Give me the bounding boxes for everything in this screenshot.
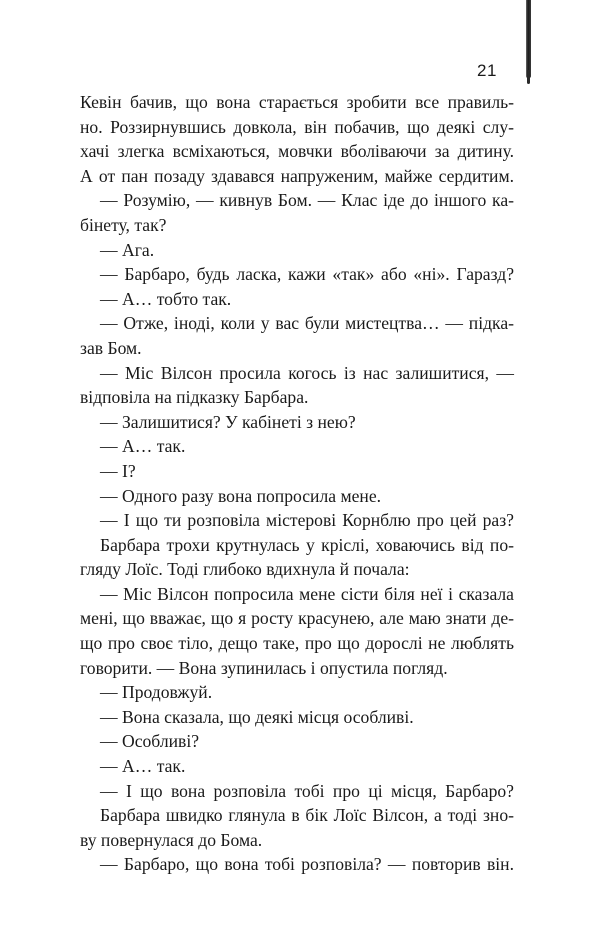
- text-line: — А… так.: [100, 436, 186, 457]
- text-line: бінету, так?: [80, 214, 167, 235]
- text-line: — І?: [100, 460, 136, 481]
- page-edge-marker: [526, 0, 531, 78]
- text-line: Барбара швидко глянула в бік Лоїс Вілсон, а тоді зно-: [100, 805, 514, 826]
- text-line: но. Роззирнувшись довкола, він побачив, що деякі слу-: [80, 116, 514, 137]
- page-number: 21: [477, 61, 497, 80]
- text-line: мені, що вважає, що я росту красунею, але маю знати де-: [80, 608, 514, 629]
- text-line: — Барбаро, будь ласка, кажи «так» або «ні». Гаразд?: [100, 264, 514, 285]
- text-line: — І що вона розповіла тобі про ці місця, Барбаро?: [100, 780, 514, 801]
- text-line: Кевін бачив, що вона старається зробити все правиль-: [80, 92, 514, 112]
- text-line: говорити. — Вона зупинилась і опустила погляд.: [80, 657, 448, 678]
- text-line: — Ага.: [100, 239, 155, 260]
- text-line: ву повернулася до Бома.: [80, 829, 263, 850]
- text-line: — Міс Вілсон просила когось із нас залишитися, —: [100, 362, 514, 383]
- body-text: [80, 90, 514, 877]
- text-line: — Отже, іноді, коли у вас були мистецтва… — підка-: [100, 313, 514, 334]
- text-line: — Одного разу вона попросила мене.: [100, 485, 382, 506]
- text-line: — А… так.: [100, 756, 186, 777]
- text-line: відповіла на підказку Барбара.: [80, 387, 309, 408]
- text-line: — А… тобто так.: [100, 288, 232, 309]
- text-line: — Особливі?: [100, 731, 200, 752]
- text-line: що про своє тіло, дещо таке, про що дорослі не люблять: [80, 633, 514, 654]
- text-line: — Залишитися? У кабінеті з нею?: [100, 411, 356, 432]
- text-line: — Продовжуй.: [100, 682, 213, 703]
- text-line: — Вона сказала, що деякі місця особливі.: [100, 706, 414, 727]
- text-line: зав Бом.: [80, 337, 142, 358]
- text-line: Барбара трохи крутнулась у кріслі, ховаючись від по-: [100, 534, 514, 555]
- text-line: — Міс Вілсон попросила мене сісти біля неї і сказала: [100, 583, 514, 604]
- text-line: — Розумію, — кивнув Бом. — Клас іде до іншого ка-: [100, 190, 514, 211]
- text-line: хачі злегка всміхаються, мовчки вболіваючи за дитину.: [80, 141, 514, 162]
- text-line: гляду Лоїс. Тоді глибоко вдихнула й почала:: [80, 559, 410, 580]
- text-line: — І що ти розповіла містерові Корнблю про цей раз?: [100, 510, 514, 531]
- text-line: — Барбаро, що вона тобі розповіла? — повторив він.: [100, 854, 514, 875]
- text-line: А от пан позаду здавався напруженим, майже сердитим.: [80, 165, 514, 186]
